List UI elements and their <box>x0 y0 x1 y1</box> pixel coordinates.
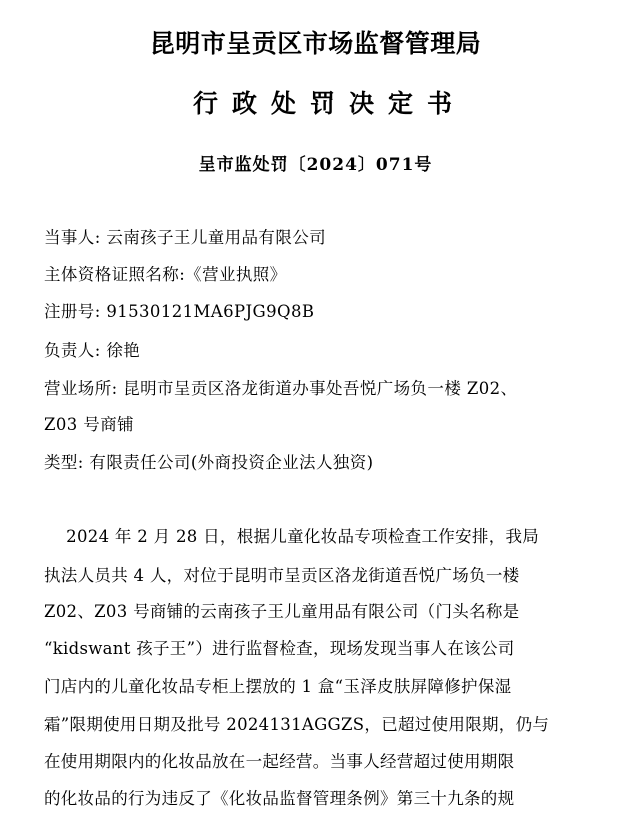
type-label: 类型: <box>44 453 84 472</box>
party-name-label: 当事人: <box>44 228 101 247</box>
address-row-continued <box>44 415 134 435</box>
document-type-title: 行政处罚决定书 <box>192 89 466 118</box>
address-value-line1: 昆明市呈贡区洛龙街道办事处吾悦广场负一楼 Z02、 <box>123 379 518 398</box>
agency-title: 昆明市呈贡区市场监督管理局 <box>149 29 482 58</box>
body-line: “kidswant 孩子王”）进行监督检查，现场发现当事人在该公司 <box>44 639 515 658</box>
reg-row <box>44 302 314 322</box>
cert-label: 主体资格证照名称: <box>44 265 186 284</box>
body-line: 在使用期限内的化妆品放在一起经营。当事人经营超过使用期限 <box>44 752 515 771</box>
cert-value: 《营业执照》 <box>185 265 287 284</box>
reg-value: 91530121MA6PJG9Q8B <box>106 302 315 321</box>
body-line: 门店内的儿童化妆品专柜上摆放的 1 盒“玉泽皮肤屏障修护保湿 <box>44 677 512 696</box>
person-value: 徐艳 <box>106 341 141 360</box>
type-value: 有限责任公司(外商投资企业法人独资) <box>89 453 374 472</box>
cert-row <box>44 265 287 285</box>
address-row <box>44 379 517 399</box>
body-line: 霜”限期使用日期及批号 2024131AGGZS，已超过使用限期，仍与 <box>44 715 550 734</box>
person-label: 负责人: <box>44 341 101 360</box>
address-value-line2: Z03 号商铺 <box>44 415 135 434</box>
person-row <box>44 341 140 361</box>
body-line: 执法人员共 4 人，对位于昆明市呈贡区洛龙街道吾悦广场负一楼 <box>44 566 520 585</box>
reg-label: 注册号: <box>44 302 101 321</box>
document-number: 呈市监处罚〔2024〕071号 <box>198 155 433 175</box>
address-label: 营业场所: <box>44 379 118 398</box>
type-row <box>44 453 374 473</box>
party-name-row <box>44 228 326 248</box>
body-line: 的化妆品的行为违反了《化妆品监督管理条例》第三十九条的规 <box>44 789 515 808</box>
party-name-value: 云南孩子王儿童用品有限公司 <box>106 228 327 247</box>
body-line: 2024 年 2 月 28 日，根据儿童化妆品专项检查工作安排，我局 <box>44 527 540 546</box>
body-line: Z02、Z03 号商铺的云南孩子王儿童用品有限公司（门头名称是 <box>44 602 520 621</box>
